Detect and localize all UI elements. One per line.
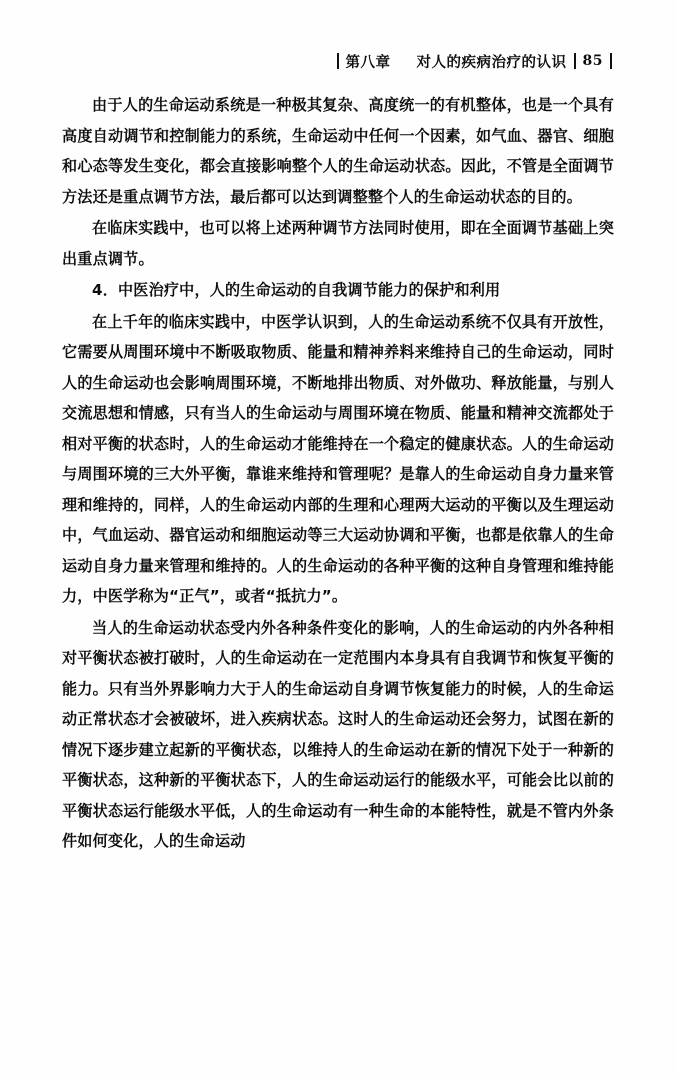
section-heading-4: 4．中医治疗中，人的生命运动的自我调节能力的保护和利用 (92, 281, 501, 299)
header-rule-right (610, 53, 612, 69)
header-chapter-title: 对人的疾病治疗的认识 (416, 54, 567, 71)
header-spacer (62, 74, 614, 90)
running-header (62, 48, 614, 74)
paragraph-5: 当人的生命运动状态受内外各种条件变化的影响，人的生命运动的内外各种相对平衡状态被打破时，人的生命运动在一定范围内本身具有自我调节和恢复平衡的能力。只有当外界影响力大于人的生命运动自身调节恢复能力的时候，人的生命运动正常状态才会被破坏，进入疾病状态。这时人的生命运动还会努力，试图在新的情况下逐步建立起新的平衡状态，以维持人的生命运动在新的情况下处于一种新的平衡状态，这种新的平衡状态下，人的生命运动运行的能级水平，可能会比以前的平衡状态运行能级水平低，人的生命运动有一种生命的本能特性，就是不管内外条件如何变化，人的生命运动 (62, 618, 614, 850)
paragraph-4: 在上千年的临床实践中，中医学认识到，人的生命运动系统不仅具有开放性，它需要从周围环境中不断吸取物质、能量和精神养料来维持自己的生命运动，同时人的生命运动也会影响周围环境，不断地排出物质、对外做功、释放能量，与别人交流思想和情感，只有当人的生命运动与周围环境在物质、能量和精神交流都处于相对平衡的状态时，人的生命运动才能维持在一个稳定的健康状态。人的生命运动与周围环境的三大外平衡，靠谁来维持和管理呢？是靠人的生命运动自身力量来管理和维持的，同样，人的生命运动内部的生理和心理两大运动的平衡以及生理运动中，气血运动、器官运动和细胞运动等三大运动协调和平衡，也都是依靠人的生命运动自身力量来管理和维持的。人的生命运动的各种平衡的这种自身管理和维持能力，中医学称为“正气”，或者“抵抗力”。 (62, 312, 614, 605)
header-rule-left (337, 53, 339, 69)
paragraph-2: 在临床实践中，也可以将上述两种调节方法同时使用，即在全面调节基础上突出重点调节。 (62, 219, 614, 268)
header-chapter-label: 第八章 (345, 54, 391, 71)
paragraph-1: 由于人的生命运动系统是一种极其复杂、高度统一的有机整体，也是一个具有高度自动调节和控制能力的系统，生命运动中任何一个因素，如气血、器官、细胞和心态等发生变化，都会直接影响整个人的生命运动状态。因此，不管是全面调节方法还是重点调节方法，最后都可以达到调整整个人的生命运动状态的目的。 (62, 96, 614, 206)
header-page-number: 85 (582, 53, 603, 69)
header-rule-middle (574, 53, 576, 69)
body-text (62, 90, 614, 857)
